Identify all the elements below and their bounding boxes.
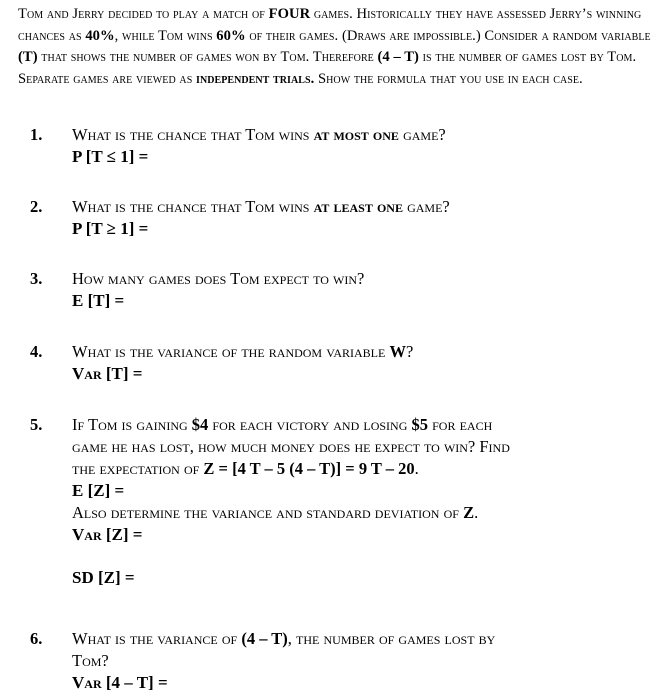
question-emphasis: (4 – T) (241, 629, 288, 648)
intro-bold-t: (T) (18, 49, 38, 65)
question-emphasis: Z (463, 503, 475, 522)
question-text-line: game he has lost, how much money does he expect to win? Find (72, 437, 510, 456)
question-text-line: Tom? (72, 651, 109, 670)
answer-formula: Var [4 – T] = (72, 673, 168, 692)
intro-bold-jerry-pct: 40% (85, 27, 115, 44)
intro-bold-four: FOUR (268, 6, 311, 22)
question-number: 5. (30, 415, 43, 434)
intro-bold-tom-pct: 60% (216, 27, 246, 44)
intro-bold-independent: independent trials. (196, 70, 315, 87)
answer-formula: Var [Z] = (72, 525, 143, 544)
intro-text: is the number of games lost by Tom. Separate games are viewed as (18, 49, 637, 87)
question-text: How many games does Tom expect to win? (72, 269, 365, 288)
answer-formula: SD [Z] = (72, 568, 135, 587)
answer-formula: E [T] = (72, 291, 125, 310)
answer-formula: P [T ≥ 1] = (72, 219, 149, 238)
loss-amount: $5 (411, 415, 428, 434)
question-text-line: If Tom is gaining $4 for each victory and losing $5 for each (72, 415, 493, 434)
intro-text: Tom and Jerry decided to play a match of (18, 6, 269, 22)
question-text-line: What is the variance of (4 – T), the number of games lost by (72, 629, 496, 648)
intro-paragraph (18, 4, 658, 90)
intro-text: that shows the number of games won by Tom. Therefore (37, 49, 378, 65)
question-text: What is the variance of the random variable W? (72, 342, 414, 361)
intro-text: Show the formula that you use in each case. (314, 70, 583, 87)
answer-formula: P [T ≤ 1] = (72, 147, 149, 166)
question-number: 2. (30, 197, 43, 216)
intro-text: , while Tom wins (114, 27, 217, 44)
intro-text: of their games. (Draws are impossible.) Consider a random variable (245, 27, 651, 44)
intro-text: games. Historically they have assessed Jerry’s winning chances as (18, 6, 642, 44)
question-number: 4. (30, 342, 43, 361)
answer-formula: Var [T] = (72, 364, 143, 383)
question-emphasis: W (389, 342, 406, 361)
z-definition: Z = [4 T – 5 (4 – T)] = 9 T – 20 (203, 459, 415, 478)
question-number: 1. (30, 125, 43, 144)
question-emphasis: at least one (313, 197, 403, 216)
answer-formula: E [Z] = (72, 481, 125, 500)
question-text: What is the chance that Tom wins at least one game? (72, 197, 450, 216)
question-number: 6. (30, 629, 43, 648)
gain-amount: $4 (191, 415, 209, 434)
question-emphasis: at most one (313, 125, 399, 144)
question-number: 3. (30, 269, 43, 288)
question-text: What is the chance that Tom wins at most one game? (72, 125, 446, 144)
question-text-line: Also determine the variance and standard deviation of Z. (72, 503, 479, 522)
intro-bold-four-minus-t: (4 – T) (377, 49, 419, 65)
question-text-line: the expectation of Z = [4 T – 5 (4 – T)] = 9 T – 20. (72, 459, 419, 478)
